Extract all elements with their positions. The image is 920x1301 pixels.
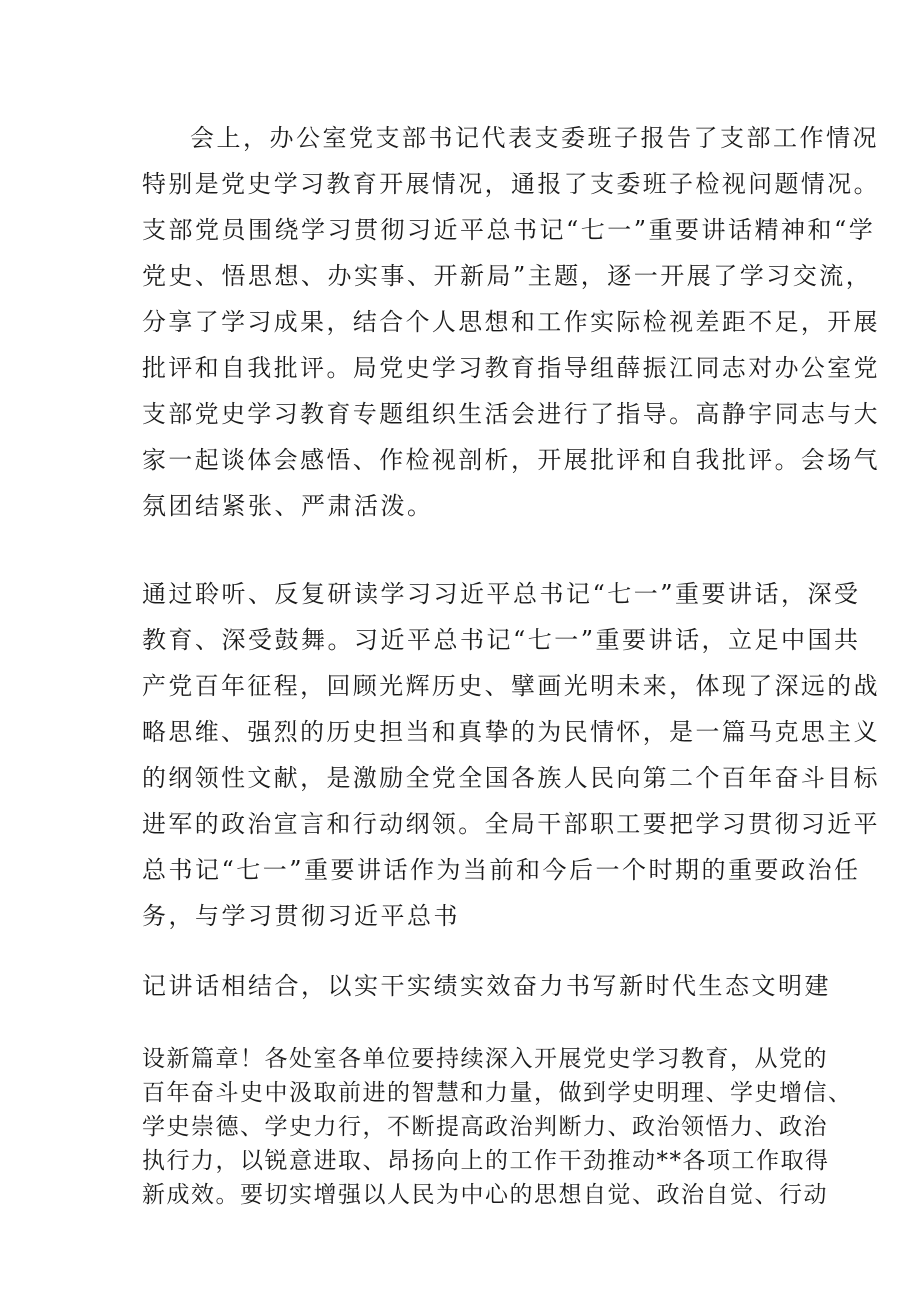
text-line: 学史崇德、学史力行，不断提高政治判断力、政治领悟力、政治	[142, 1114, 828, 1140]
text-line: 批评和自我批评。局党史学习教育指导组薛振江同志对办公室党	[142, 354, 880, 382]
text-line: 教育、深受鼓舞。习近平总书记“七一”重要讲话，立足中国共	[142, 626, 861, 654]
text-line: 务，与学习贯彻习近平总书	[142, 902, 460, 930]
text-line: 分享了学习成果，结合个人思想和工作实际检视差距不足，开展	[142, 308, 880, 336]
text-line: 支部党员围绕学习贯彻习近平总书记“七一”重要讲话精神和“学	[142, 216, 876, 244]
text-line: 百年奋斗史中汲取前进的智慧和力量，做到学史明理、学史增信、	[142, 1080, 853, 1106]
text-line: 特别是党史学习教育开展情况，通报了支委班子检视问题情况。	[142, 170, 880, 198]
text-line: 执行力，以锐意进取、昂扬向上的工作干劲推动**各项工作取得	[142, 1148, 830, 1174]
text-line: 产党百年征程，回顾光辉历史、擘画光明未来，体现了深远的战	[142, 672, 880, 700]
text-line: 总书记“七一”重要讲话作为当前和今后一个时期的重要政治任	[142, 856, 861, 884]
text-line: 进军的政治宣言和行动纲领。全局干部职工要把学习贯彻习近平	[142, 810, 880, 838]
text-line: 党史、悟思想、办实事、开新局”主题，逐一开展了学习交流，	[142, 262, 873, 290]
text-line: 设新篇章！各处室各单位要持续深入开展党史学习教育，从党的	[142, 1046, 828, 1072]
text-line: 记讲话相结合，以实干实绩实效奋力书写新时代生态文明建	[142, 972, 831, 1000]
text-line: 家一起谈体会感悟、作检视剖析，开展批评和自我批评。会场气	[142, 446, 880, 474]
text-line: 通过聆听、反复研读学习习近平总书记“七一”重要讲话，深受	[142, 580, 861, 608]
text-line: 的纲领性文献，是激励全党全国各族人民向第二个百年奋斗目标	[142, 764, 880, 792]
text-line: 新成效。要切实增强以人民为中心的思想自觉、政治自觉、行动	[142, 1182, 828, 1208]
text-line: 略思维、强烈的历史担当和真挚的为民情怀，是一篇马克思主义	[142, 718, 880, 746]
text-line: 会上，办公室党支部书记代表支委班子报告了支部工作情况	[190, 124, 879, 152]
text-line: 氛团结紧张、严肃活泼。	[142, 492, 434, 520]
text-line: 支部党史学习教育专题组织生活会进行了指导。高静宇同志与大	[142, 400, 880, 428]
